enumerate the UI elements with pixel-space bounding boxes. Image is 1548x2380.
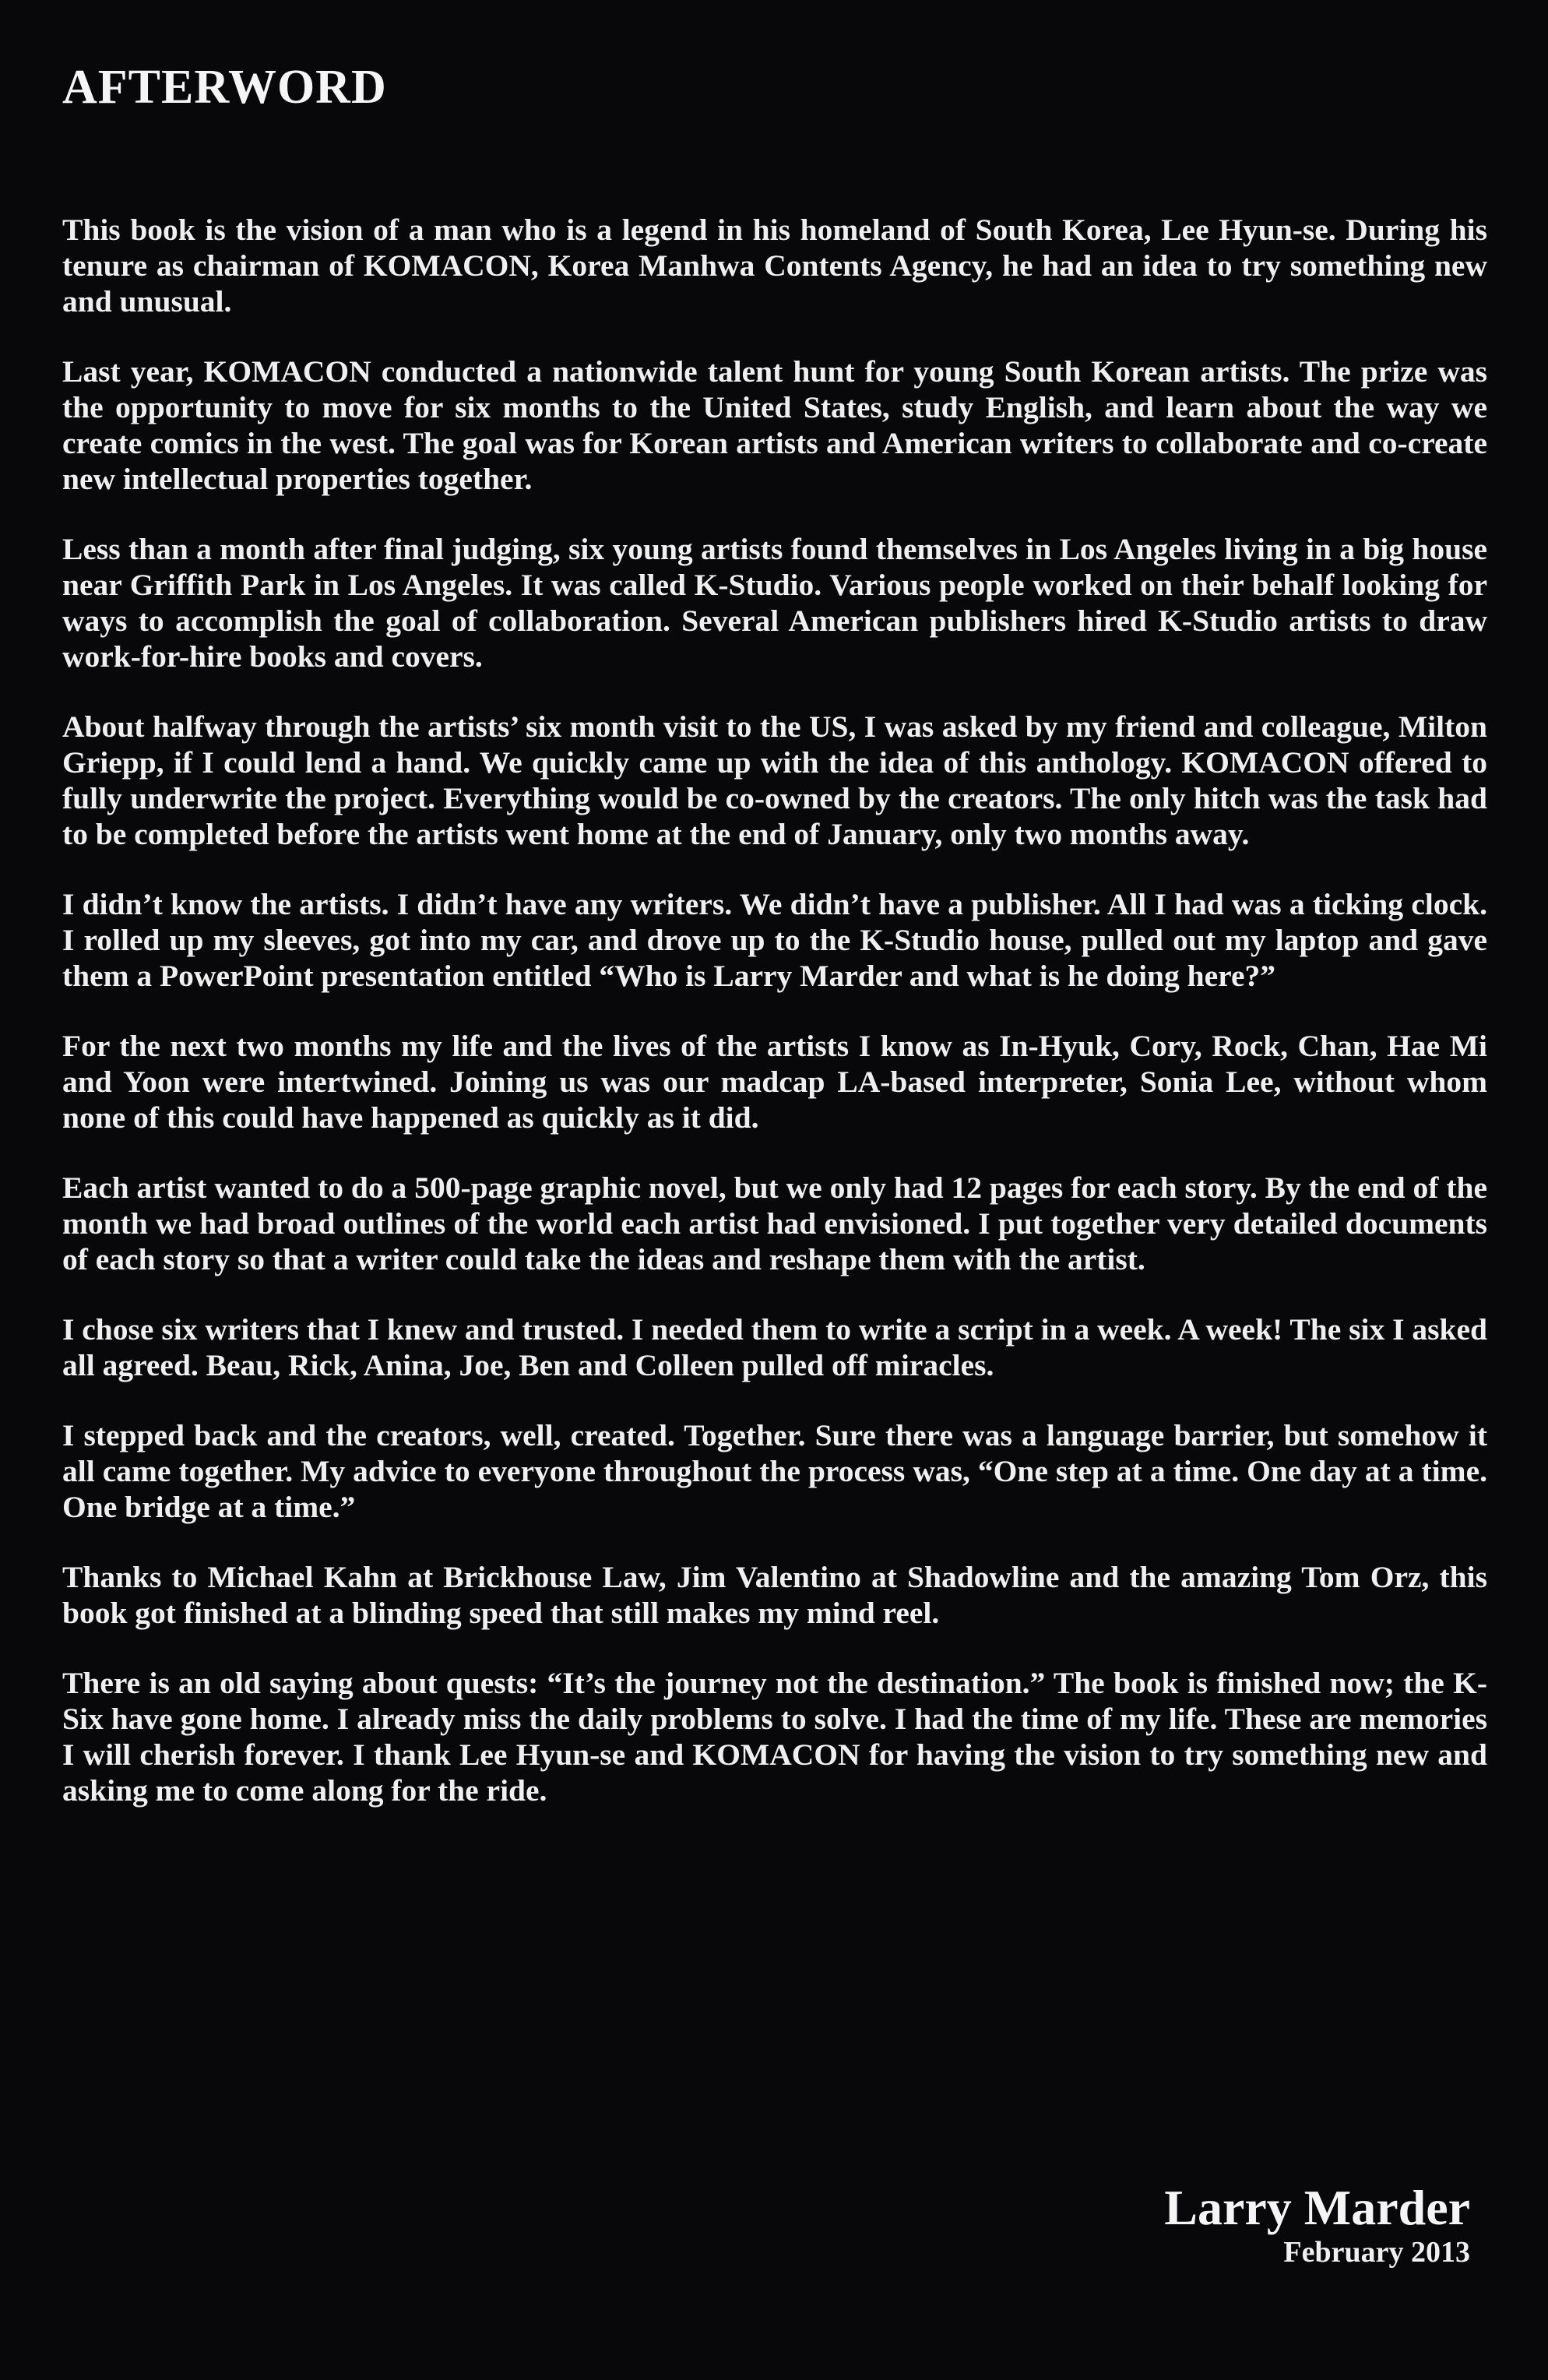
paragraph-1: This book is the vision of a man who is a legend in his homeland of South Korea, Lee Hyun-se. During his tenure as chairman of KOMACON, Korea Manhwa Contents Agency, he had an idea to try something new and unusual. (62, 213, 1487, 319)
signature-date: February 2013 (1283, 2236, 1470, 2269)
author-name: Larry Marder (1164, 2180, 1470, 2235)
page-title: AFTERWORD (62, 61, 387, 114)
paragraph-4: About halfway through the artists’ six month visit to the US, I was asked by my friend and colleague, Milton Griepp, if I could lend a hand. We quickly came up with the idea of this anthology. KOMACON offered to fully underwrite the project. Everything would be co-owned by the creators. The only hitch was the task had to be completed before the artists went home at the end of January, only two months away. (62, 709, 1487, 851)
afterword-body (62, 212, 1487, 1808)
paragraph-3: Less than a month after final judging, six young artists found themselves in Los Angeles living in a big house near Griffith Park in Los Angeles. It was called K-Studio. Various people worked on their behalf looking for ways to accomplish the goal of collaboration. Several American publishers hired K-Studio artists to draw work-for-hire books and covers. (62, 532, 1487, 674)
signature-block (1164, 2181, 1470, 2269)
paragraph-8: I chose six writers that I knew and trusted. I needed them to write a script in a week. A week! The six I asked all agreed. Beau, Rick, Anina, Joe, Ben and Colleen pulled off miracles. (62, 1312, 1487, 1382)
paragraph-9: I stepped back and the creators, well, created. Together. Sure there was a language barrier, but somehow it all came together. My advice to everyone throughout the process was, “One step at a time. One day at a time. One bridge at a time.” (62, 1418, 1487, 1524)
paragraph-5: I didn’t know the artists. I didn’t have any writers. We didn’t have a publisher. All I had was a ticking clock. I rolled up my sleeves, got into my car, and drove up to the K-Studio house, pulled out my laptop and gave them a PowerPoint presentation entitled “Who is Larry Marder and what is he doing here?” (62, 887, 1487, 993)
paragraph-7: Each artist wanted to do a 500-page graphic novel, but we only had 12 pages for each story. By the end of the month we had broad outlines of the world each artist had envisioned. I put together very detailed documents of each story so that a writer could take the ideas and reshape them with the artist. (62, 1171, 1487, 1276)
paragraph-6: For the next two months my life and the lives of the artists I know as In-Hyuk, Cory, Rock, Chan, Hae Mi and Yoon were intertwined. Joining us was our madcap LA-based interpreter, Sonia Lee, without whom none of this could have happened as quickly as it did. (62, 1029, 1487, 1135)
paragraph-10: Thanks to Michael Kahn at Brickhouse Law, Jim Valentino at Shadowline and the amazing Tom Orz, this book got finished at a blinding speed that still makes my mind reel. (62, 1560, 1487, 1630)
paragraph-11: There is an old saying about quests: “It’s the journey not the destination.” The book is finished now; the K-Six have gone home. I already miss the daily problems to solve. I had the time of my life. These are memories I will cherish forever. I thank Lee Hyun-se and KOMACON for having the vision to try something new and asking me to come along for the ride. (62, 1666, 1487, 1808)
paragraph-2: Last year, KOMACON conducted a nationwide talent hunt for young South Korean artists. The prize was the opportunity to move for six months to the United States, study English, and learn about the way we create comics in the west. The goal was for Korean artists and American writers to collaborate and co-create new intellectual properties together. (62, 354, 1487, 496)
